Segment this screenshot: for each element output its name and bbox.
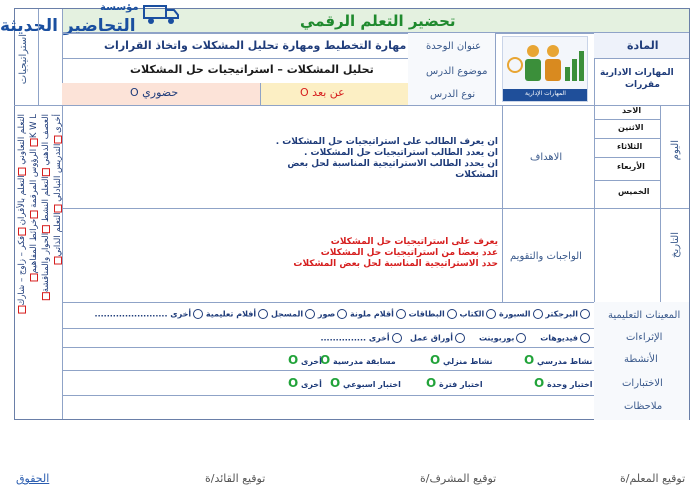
procedure-checkbox[interactable] [455,333,465,343]
strategy-item: التعلم النشط [41,176,51,223]
strategy-item: الرؤوس المرقمة [29,148,39,208]
aid-checkbox[interactable] [533,309,543,319]
activity-mark: O [430,353,441,367]
activity-mark: O [288,353,299,367]
strategy-item: فكر – زاوج – شارك [17,235,27,306]
homework-label: الواجبات والتقويم [510,251,582,262]
objective-line: ان يعدد الطالب استراتيجيات حل المشكلات . [304,148,498,158]
aid-item: البطاقات [408,309,445,319]
homework-text [252,237,498,270]
in-person-label: حضوري [142,86,179,99]
subject-label: المادة [627,39,659,52]
strategy-checkbox[interactable] [30,211,38,219]
in-person-option [130,86,178,99]
activity-item-1[interactable] [524,353,592,367]
remote-option [300,86,345,99]
test-label: اختبار وحدة [547,380,593,389]
procedure-item: بوربوينت [478,333,515,343]
aid-item: أقلام ملونة [350,309,394,319]
test-mark: O [330,376,341,390]
aid-item: الكتاب [459,309,485,319]
aid-item: البرجكتر [545,309,578,319]
truck-icon [140,2,180,26]
lesson-type-label: نوع الدرس [430,89,476,100]
procedure-checkbox[interactable] [580,333,590,343]
aid-item: المسجل [270,309,304,319]
aid-checkbox[interactable] [447,309,457,319]
strategy-item: التعلم بالأقران [17,175,27,226]
subject-image [502,36,588,102]
test-item-1[interactable] [534,376,593,390]
objective-line: ان يعرف الطالب على استراتيجيات حل المشكلات . [275,137,498,147]
test-item-3[interactable] [330,376,401,390]
teacher-signature: توقيع المعلم/ة [620,472,686,485]
strategy-item: التعلم التعاوني [17,114,27,165]
strategy-checkbox[interactable] [30,138,38,146]
aid-checkbox[interactable] [396,309,406,319]
homework-line: حدد الاستراتيجية المناسبة لحل بعض المشكلات [293,259,498,269]
activity-item-4[interactable] [288,353,322,367]
activity-mark: O [320,353,331,367]
aid-item: السبورة [499,309,531,319]
aid-item: أفلام تعليمية [205,309,257,319]
test-mark: O [534,376,545,390]
activity-mark: O [524,353,535,367]
activity-item-3[interactable] [320,353,396,367]
test-item-4[interactable] [288,376,322,390]
activity-label: أخرى [301,357,322,366]
procedure-item: أوراق عمل [410,333,453,343]
homework-line: عدد بعضا من استراتيجيات حل المشكلات [320,248,498,258]
remote-mark: O [300,86,309,99]
aids-label: المعينات التعليمية [608,310,681,321]
aid-checkbox[interactable] [337,309,347,319]
activity-label: مسابقة مدرسية [333,357,396,366]
in-person-mark: O [130,86,139,99]
aid-item: صور [317,309,336,319]
strategy-checkbox[interactable] [42,168,50,176]
objectives-text [262,137,498,181]
subject-value-line2: مقررات [625,80,660,90]
procedures-dots: ............... [320,333,367,343]
procedures-list [290,333,590,343]
aid-checkbox[interactable] [193,309,203,319]
activity-item-2[interactable] [430,353,493,367]
unit-label: عنوان الوحدة [426,41,482,52]
unit-value: مهارة التخطيط ومهارة تحليل المشكلات واتخاذ القرارات [104,39,407,52]
lesson-label: موضوع الدرس [426,66,488,77]
homework-line: يعرف على استراتيجيات حل المشكلات [330,237,498,247]
strategy-item: التعلم الذاتي [53,212,63,257]
strategy-checkbox[interactable] [42,292,50,300]
objective-line: ان يحدد الطالب الاستراتيجية المناسبة لحل بعض المشكلات [287,159,498,180]
leader-signature: توقيع القائد/ة [205,472,266,485]
strategy-item: خرائط المفاهيم [29,218,39,274]
page-title: تحضير التعلم الرقمي [300,12,456,30]
day-sunday[interactable]: الاحد [622,106,642,115]
procedures-label: الإثراءات [626,332,663,343]
subject-value-line1: المهارات الادارية [600,68,674,78]
strategy-checkbox[interactable] [54,136,62,144]
strategy-checkbox[interactable] [42,225,50,233]
procedure-checkbox[interactable] [392,333,402,343]
strategy-checkbox[interactable] [54,257,62,265]
test-mark: O [288,376,299,390]
aid-checkbox[interactable] [486,309,496,319]
aid-checkbox[interactable] [580,309,590,319]
rights-link[interactable]: الحقوق [16,472,50,485]
date-label: التاريخ [670,232,681,258]
aids-list [94,309,590,319]
strategy-item: أخرى [53,114,63,133]
strategy-item: العصف الذهني [41,114,51,166]
strategies-heading: استراتيجيات [18,34,29,85]
strategy-item: التدريس التبادلي [53,143,63,202]
logo-text: التحاضير الحديثة [0,16,136,36]
tests-label: الاختبارات [622,378,663,389]
day-wednesday[interactable]: الأربعاء [617,162,645,171]
test-mark: O [426,376,437,390]
supervisor-signature: توقيع المشرف/ة [420,472,497,485]
remote-label: عن بعد [312,86,345,99]
strategy-checkbox[interactable] [30,273,38,281]
test-item-2[interactable] [426,376,483,390]
procedure-checkbox[interactable] [516,333,526,343]
procedure-item: فيديوهات [540,333,578,343]
strategies-list [14,108,62,388]
logo-subtitle: مؤسسة [100,2,139,13]
aid-checkbox[interactable] [258,309,268,319]
lesson-value: تحليل المشكلات – استراتيجيات حل المشكلات [130,63,374,76]
aid-checkbox[interactable] [305,309,315,319]
test-label: أخرى [301,380,322,389]
aid-item: أخرى [170,309,192,319]
objectives-label: الاهداف [530,152,563,163]
day-thursday[interactable]: الخميس [618,187,650,196]
strategy-item: K W L [29,114,39,139]
strategy-checkbox[interactable] [18,228,26,236]
notes-label: ملاحظات [624,401,663,412]
business-people-icon [503,37,587,89]
aids-dots: ........................ [94,309,168,319]
day-label: اليوم [670,140,681,161]
activity-label: نشاط مدرسي [537,357,593,366]
activity-label: نشاط منزلي [443,357,493,366]
test-label: اختبار فترة [439,380,483,389]
activities-label: الأنشطة [624,354,658,365]
day-monday[interactable]: الاثنين [618,123,644,132]
strategy-item: الحوار والمناقشة [41,232,51,293]
strategy-checkbox[interactable] [18,306,26,314]
strategy-checkbox[interactable] [54,205,62,213]
strategy-checkbox[interactable] [18,167,26,175]
subject-image-caption: المهارات الإدارية [525,90,566,97]
day-tuesday[interactable]: الثلاثاء [617,142,643,151]
procedure-item: أخرى [368,333,390,343]
test-label: اختبار اسبوعي [343,380,401,389]
